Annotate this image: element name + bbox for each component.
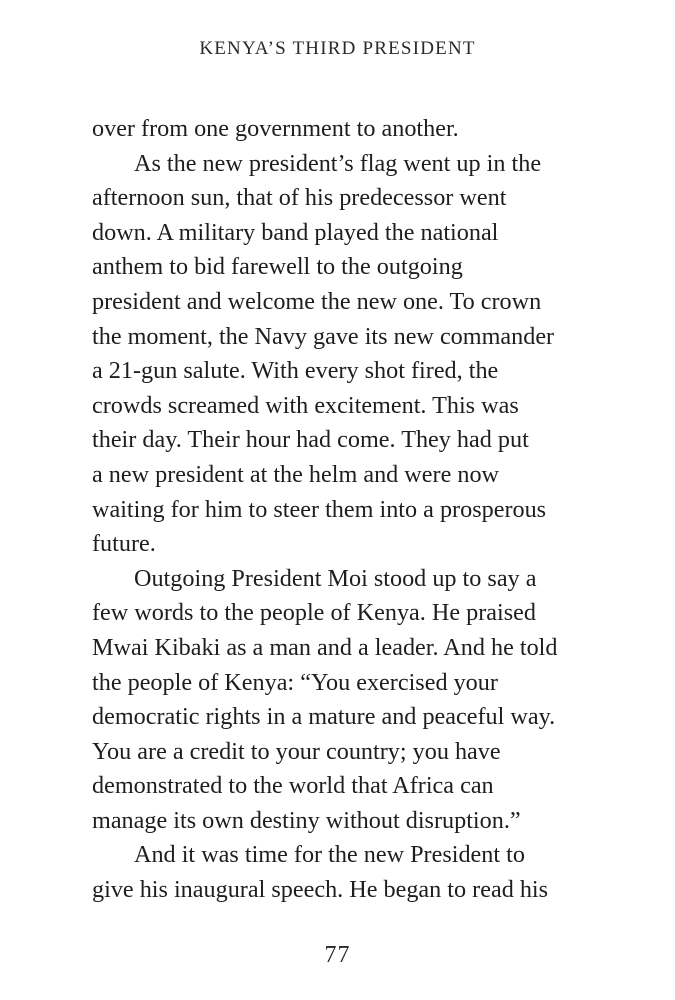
text-line: the moment, the Navy gave its new commander (92, 322, 555, 350)
text-line: afternoon sun, that of his predecessor went (92, 184, 507, 212)
text-line: president and welcome the new one. To crown (92, 287, 542, 315)
text-line: their day. Their hour had come. They had put (92, 426, 529, 454)
text-line: a 21-gun salute. With every shot fired, the (92, 357, 499, 385)
text-line: waiting for him to steer them into a prosperous (92, 495, 547, 523)
text-line: anthem to bid farewell to the outgoing (92, 253, 463, 281)
text-line: the people of Kenya: “You exercised your (92, 668, 498, 696)
text-line: demonstrated to the world that Africa can (92, 772, 494, 800)
text-line: Outgoing President Moi stood up to say a (134, 564, 537, 592)
text-line: As the new president’s flag went up in the (134, 149, 542, 177)
text-line: You are a credit to your country; you have (92, 737, 501, 765)
text-line: manage its own destiny without disruption.” (92, 806, 521, 834)
text-line: down. A military band played the national (92, 218, 499, 246)
text-line: And it was time for the new President to (134, 841, 525, 869)
text-line: Mwai Kibaki as a man and a leader. And he told (92, 633, 558, 661)
text-line: give his inaugural speech. He began to read his (92, 876, 549, 904)
running-head: KENYA’S THIRD PRESIDENT (199, 38, 476, 59)
text-line: over from one government to another. (92, 115, 459, 142)
body-text (92, 112, 612, 908)
page-number: 77 (324, 942, 351, 968)
text-line: a new president at the helm and were now (92, 460, 500, 488)
text-line: crowds screamed with excitement. This was (92, 391, 519, 419)
text-line: few words to the people of Kenya. He praised (92, 599, 536, 627)
text-line: future. (92, 530, 156, 558)
text-line: democratic rights in a mature and peaceful way. (92, 703, 556, 731)
